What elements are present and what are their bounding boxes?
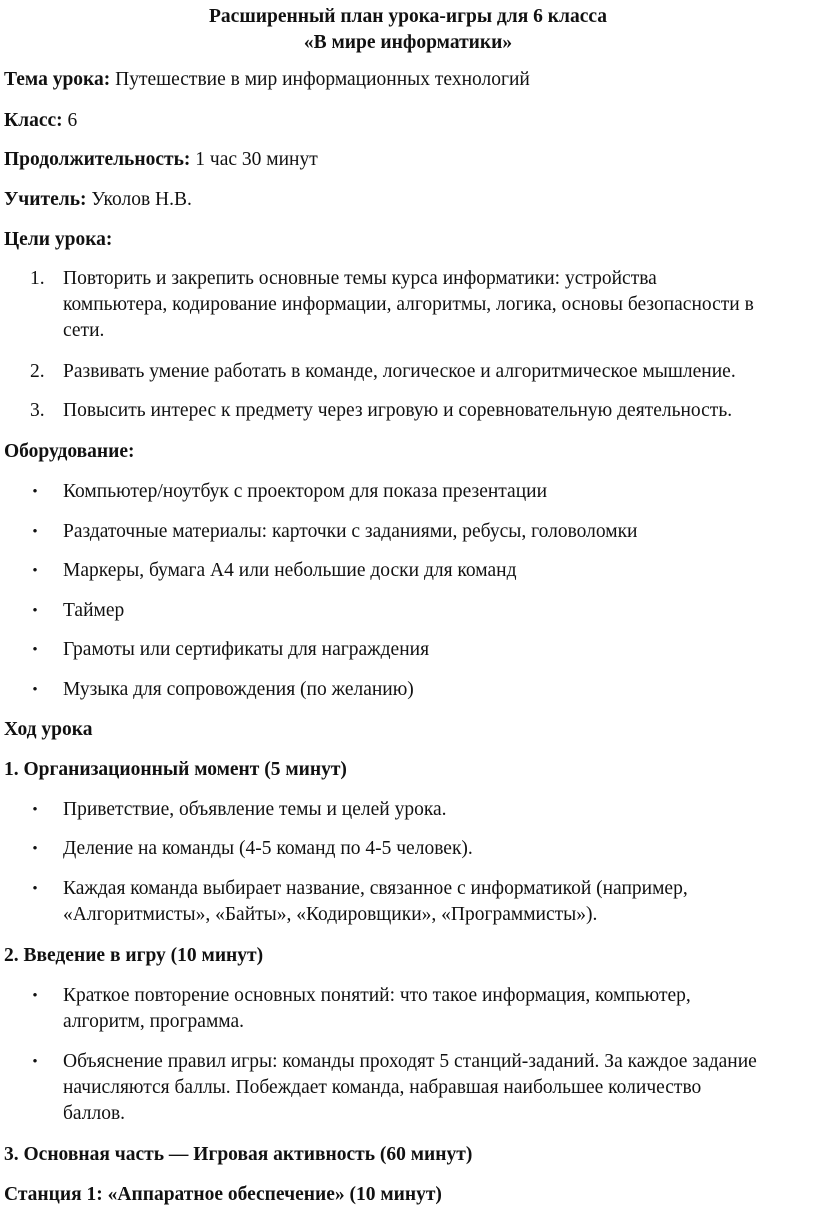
section-item-line: алгоритм, программа. (63, 1011, 245, 1032)
section-2-item (63, 983, 815, 1035)
equipment-item: Компьютер/ноутбук с проектором для показа презентации (63, 481, 548, 502)
section-item-line: Объяснение правил игры: команды проходят 5 станций-заданий. За каждое задание (63, 1051, 757, 1072)
section-item-line: Краткое повторение основных понятий: что такое информация, компьютер, (63, 985, 691, 1006)
bullet-icon: • (32, 988, 38, 1004)
bullet-icon: • (32, 603, 38, 619)
class-label: Класс: (4, 110, 63, 131)
teacher-value: Уколов Н.В. (91, 189, 192, 210)
goal-item-line: Повысить интерес к предмету через игровую и соревновательную деятельность. (63, 400, 733, 421)
section-item-line: начисляются баллы. Побеждает команда, набравшая наибольшее количество (63, 1077, 702, 1098)
section-1-heading: 1. Организационный момент (5 минут) (4, 759, 347, 780)
goal-item (63, 359, 815, 385)
goal-number: 3. (30, 400, 45, 421)
section-item-line: баллов. (63, 1103, 126, 1124)
section-1-item (63, 797, 815, 823)
goal-item-line: компьютера, кодирование информации, алгоритмы, логика, основы безопасности в (63, 294, 754, 315)
class-value: 6 (67, 110, 78, 131)
station-1-heading: Станция 1: «Аппаратное обеспечение» (10 минут) (4, 1184, 442, 1205)
class-row (4, 108, 77, 134)
topic-value: Путешествие в мир информационных технологий (115, 69, 530, 90)
bullet-icon: • (32, 563, 38, 579)
section-2-heading: 2. Введение в игру (10 минут) (4, 945, 264, 966)
document-title-line-1: Расширенный план урока-игры для 6 класса (209, 6, 607, 27)
section-1-item (63, 876, 815, 928)
goal-item (63, 398, 815, 424)
bullet-icon: • (32, 642, 38, 658)
course-heading: Ход урока (4, 719, 93, 740)
bullet-icon: • (32, 484, 38, 500)
duration-label: Продолжительность: (4, 149, 191, 170)
bullet-icon: • (32, 881, 38, 897)
goal-item-line: Развивать умение работать в команде, логическое и алгоритмическое мышление. (63, 361, 736, 382)
equipment-item: Раздаточные материалы: карточки с заданиями, ребусы, головоломки (63, 521, 638, 542)
section-item-line: Приветствие, объявление темы и целей урока. (63, 799, 447, 820)
teacher-row (4, 187, 192, 213)
equipment-item: Музыка для сопровождения (по желанию) (63, 679, 414, 700)
topic-row (4, 67, 530, 93)
bullet-icon: • (32, 682, 38, 698)
duration-row (4, 147, 318, 173)
bullet-icon: • (32, 802, 38, 818)
equipment-item: Таймер (63, 600, 125, 621)
section-item-line: «Алгоритмисты», «Байты», «Кодировщики», «Программисты»). (63, 904, 598, 925)
bullet-icon: • (32, 1054, 38, 1070)
topic-label: Тема урока: (4, 69, 111, 90)
section-2-item (63, 1049, 815, 1127)
section-1-item (63, 836, 815, 862)
goal-item (63, 266, 815, 344)
teacher-label: Учитель: (4, 189, 87, 210)
section-item-line: Каждая команда выбирает название, связанное с информатикой (например, (63, 878, 688, 899)
equipment-heading: Оборудование: (4, 441, 135, 462)
goal-number: 2. (30, 361, 45, 382)
bullet-icon: • (32, 524, 38, 540)
section-item-line: Деление на команды (4-5 команд по 4-5 человек). (63, 838, 473, 859)
goal-item-line: сети. (63, 320, 105, 341)
duration-value: 1 час 30 минут (195, 149, 318, 170)
section-3-heading: 3. Основная часть — Игровая активность (60 минут) (4, 1144, 473, 1165)
bullet-icon: • (32, 841, 38, 857)
equipment-item: Маркеры, бумага А4 или небольшие доски для команд (63, 560, 517, 581)
goal-number: 1. (30, 268, 45, 289)
goals-heading: Цели урока: (4, 229, 113, 250)
equipment-item: Грамоты или сертификаты для награждения (63, 639, 430, 660)
goal-item-line: Повторить и закрепить основные темы курса информатики: устройства (63, 268, 657, 289)
document-title-line-2: «В мире информатики» (303, 32, 513, 53)
